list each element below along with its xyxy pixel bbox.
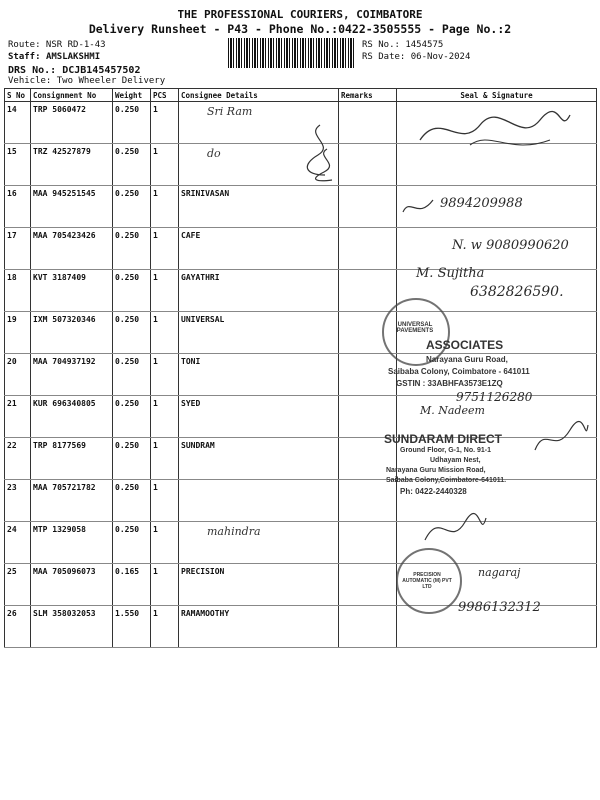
row-consignment-no: MAA 705721782 <box>31 480 113 522</box>
row-weight: 0.250 <box>113 186 151 228</box>
row-pcs: 1 <box>151 186 179 228</box>
sundaram-stamp-title: SUNDARAM DIRECT <box>384 432 502 446</box>
row-consignment-no: MAA 705423426 <box>31 228 113 270</box>
row-weight: 0.250 <box>113 354 151 396</box>
row-remarks <box>339 522 397 564</box>
row-pcs: 1 <box>151 228 179 270</box>
row-sno: 19 <box>5 312 31 354</box>
col-seal-signature: Seal & Signature <box>397 89 597 102</box>
row-remarks <box>339 144 397 186</box>
handwritten-consignee: mahindra <box>207 525 261 538</box>
barcode <box>228 38 356 68</box>
row-weight: 0.250 <box>113 270 151 312</box>
row-pcs: 1 <box>151 480 179 522</box>
row-remarks <box>339 606 397 648</box>
row-sno: 20 <box>5 354 31 396</box>
row-pcs: 1 <box>151 102 179 144</box>
row-consignee: CAFE <box>179 228 339 270</box>
row-pcs: 1 <box>151 312 179 354</box>
row-pcs: 1 <box>151 438 179 480</box>
col-weight: Weight <box>113 89 151 102</box>
table-row <box>5 438 597 480</box>
staff-value: AMSLAKSHMI <box>45 52 101 62</box>
col-consignee: Consignee Details <box>179 89 339 102</box>
sundaram-stamp-line2: Udhayam Nest, <box>430 457 481 464</box>
handwritten-loop-15 <box>312 144 342 184</box>
name-signature-21: M. Nadeem <box>420 404 485 417</box>
sundaram-stamp-line5: Ph: 0422-2440328 <box>400 487 467 496</box>
row-pcs: 1 <box>151 564 179 606</box>
sundaram-stamp-line1: Ground Floor, G-1, No. 91-1 <box>400 447 492 454</box>
row-consignment-no: SLM 358032053 <box>31 606 113 648</box>
row-pcs: 1 <box>151 144 179 186</box>
drs-line <box>8 65 140 76</box>
row-consignment-no: KVT 3187409 <box>31 270 113 312</box>
row-consignee: PRECISION <box>179 564 339 606</box>
signature-scribble-22 <box>530 420 590 460</box>
row-sno: 24 <box>5 522 31 564</box>
row-consignment-no: TRP 8177569 <box>31 438 113 480</box>
row-sno: 21 <box>5 396 31 438</box>
row-remarks <box>339 564 397 606</box>
row-sno: 16 <box>5 186 31 228</box>
row-remarks <box>339 270 397 312</box>
table-row <box>5 312 597 354</box>
row-consignee: RAMAMOOTHY <box>179 606 339 648</box>
row-consignment-no: IXM 507320346 <box>31 312 113 354</box>
row-weight: 0.250 <box>113 102 151 144</box>
associates-stamp-title: ASSOCIATES <box>426 338 504 352</box>
row-pcs: 1 <box>151 270 179 312</box>
row-consignee: SUNDRAM <box>179 438 339 480</box>
row-weight: 0.250 <box>113 438 151 480</box>
row-weight: 1.550 <box>113 606 151 648</box>
name-signature-18: M. Sujitha <box>416 266 485 281</box>
row-weight: 0.165 <box>113 564 151 606</box>
signature-scribble-24 <box>420 510 490 550</box>
row-sno: 17 <box>5 228 31 270</box>
row-remarks <box>339 186 397 228</box>
row-consignee <box>179 522 339 564</box>
phone-signature-16: 9894209988 <box>440 196 523 211</box>
row-pcs: 1 <box>151 354 179 396</box>
precision-seal-ring: PRECISION AUTOMATIC (M) PVT LTD <box>402 572 452 590</box>
staff-line <box>8 52 100 62</box>
row-pcs: 1 <box>151 606 179 648</box>
associates-stamp-line1: Narayana Guru Road, <box>426 355 508 364</box>
drs-value: DCJB145457502 <box>62 65 141 76</box>
row-consignee: TONI <box>179 354 339 396</box>
row-consignment-no: MAA 704937192 <box>31 354 113 396</box>
row-sno: 14 <box>5 102 31 144</box>
row-consignee <box>179 480 339 522</box>
row-consignment-no: MTP 1329058 <box>31 522 113 564</box>
row-sno: 18 <box>5 270 31 312</box>
phone-signature-26: 9986132312 <box>458 600 541 615</box>
row-sno: 26 <box>5 606 31 648</box>
runsheet-subtitle: Delivery Runsheet - P43 - Phone No.:0422-3505555 - Page No.:2 <box>88 22 512 36</box>
row-consignment-no: MAA 705096073 <box>31 564 113 606</box>
signature-25: nagaraj <box>478 566 521 579</box>
row-pcs: 1 <box>151 396 179 438</box>
signature-scribble-16 <box>398 192 438 222</box>
col-sno: S No <box>5 89 31 102</box>
row-consignee: SYED <box>179 396 339 438</box>
vehicle-label: Vehicle: Two Wheeler Delivery <box>8 76 166 86</box>
row-weight: 0.250 <box>113 312 151 354</box>
col-consignment: Consignment No <box>31 89 113 102</box>
row-consignee: UNIVERSAL <box>179 312 339 354</box>
handwritten-consignee: do <box>207 147 221 160</box>
row-consignment-no: TRP 5060472 <box>31 102 113 144</box>
associates-stamp-line3: GSTIN : 33ABHFA3573E1ZQ <box>396 379 503 388</box>
row-weight: 0.250 <box>113 522 151 564</box>
row-weight: 0.250 <box>113 228 151 270</box>
company-title: THE PROFESSIONAL COURIERS, COIMBATORE <box>177 8 423 21</box>
phone-signature-21: 9751126280 <box>456 390 533 404</box>
row-sno: 22 <box>5 438 31 480</box>
sundaram-stamp-line3: Narayana Guru Mission Road, <box>386 467 486 474</box>
route-label: Route: NSR RD-1-43 <box>8 40 106 50</box>
row-consignee: SRINIVASAN <box>179 186 339 228</box>
handwritten-consignee: Sri Ram <box>207 105 253 118</box>
table-row <box>5 522 597 564</box>
drs-label: DRS No.: <box>8 65 57 76</box>
row-weight: 0.250 <box>113 396 151 438</box>
col-remarks: Remarks <box>339 89 397 102</box>
row-remarks <box>339 102 397 144</box>
universal-seal-ring: UNIVERSAL PAVEMENTS <box>396 322 434 334</box>
row-sno: 15 <box>5 144 31 186</box>
sundaram-stamp-line4: Saibaba Colony,Coimbatore-641011. <box>386 477 507 484</box>
row-weight: 0.250 <box>113 480 151 522</box>
row-sno: 25 <box>5 564 31 606</box>
phone-signature-18: 6382826590. <box>470 284 564 300</box>
staff-label: Staff: <box>8 52 41 62</box>
row-consignment-no: MAA 945251545 <box>31 186 113 228</box>
table-row <box>5 480 597 522</box>
row-consignment-no: TRZ 42527879 <box>31 144 113 186</box>
rs-number: RS No.: 1454575 <box>362 40 444 50</box>
row-weight: 0.250 <box>113 144 151 186</box>
signature-scribble-14 <box>410 100 580 160</box>
row-pcs: 1 <box>151 522 179 564</box>
row-remarks <box>339 228 397 270</box>
row-remarks <box>339 480 397 522</box>
phone-signature-17: N. w 9080990620 <box>452 238 569 253</box>
row-sno: 23 <box>5 480 31 522</box>
associates-stamp-line2: Saibaba Colony, Coimbatore - 641011 <box>388 367 530 376</box>
rs-date: RS Date: 06-Nov-2024 <box>362 52 471 62</box>
row-consignment-no: KUR 696340805 <box>31 396 113 438</box>
row-consignee: GAYATHRI <box>179 270 339 312</box>
col-pcs: PCS <box>151 89 179 102</box>
